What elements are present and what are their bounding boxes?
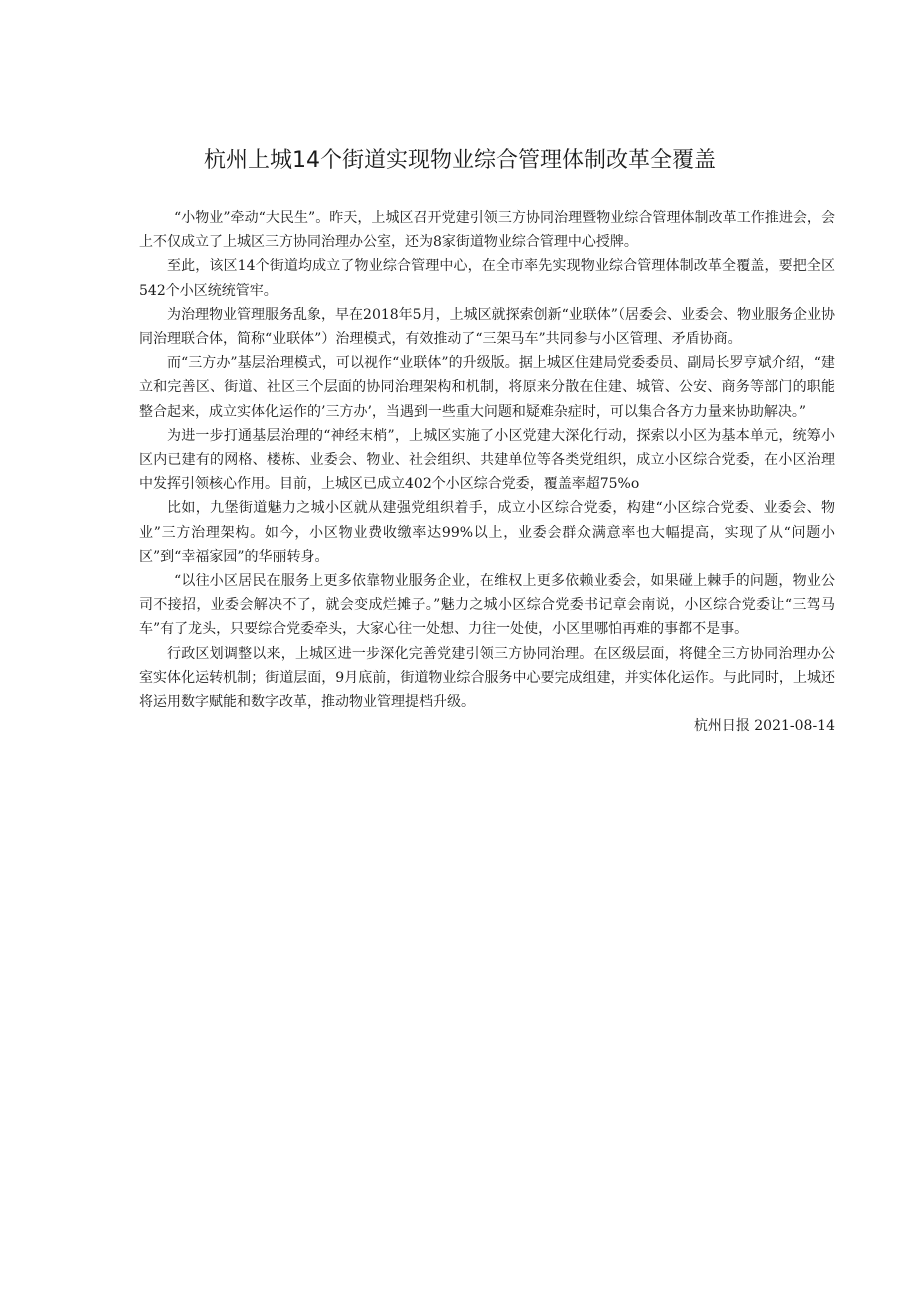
paragraph-3: 为治理物业管理服务乱象，早在2018年5月，上城区就探索创新“业联体”（居委会、业委会、物业服务企业协同治理联合体，简称“业联体”）治理模式，有效推动了“三架马车”共同参与小区管理、矛盾协商。 bbox=[139, 306, 835, 348]
paragraph-5: 为进一步打通基层治理的“神经末梢”，上城区实施了小区党建大深化行动，探索以小区为基本单元，统筹小区内已建有的网格、楼栋、业委会、物业、社会组织、共建单位等各类党组织，成立小区综合党委，在小区治理中发挥引领核心作用。目前，上城区已成立402个小区综合党委，覆盖率超75%o bbox=[139, 427, 835, 493]
paragraph-8: 行政区划调整以来，上城区进一步深化完善党建引领三方协同治理。在区级层面，将健全三方协同治理办公室实体化运转机制；街道层面，9月底前，街道物业综合服务中心要完成组建，并实体化运作。与此同时，上城还将运用数字赋能和数字改革，推动物业管理提档升级。 bbox=[139, 645, 835, 711]
article-source: 杭州日报 2021-08-14 bbox=[693, 718, 835, 735]
paragraph-6: 比如，九堡街道魅力之城小区就从建强党组织着手，成立小区综合党委，构建“小区综合党委、业委会、物业”三方治理架构。如今，小区物业费收缴率达99%以上，业委会群众满意率也大幅提高，实现了从“问题小区”到“幸福家园”的华丽转身。 bbox=[139, 500, 835, 565]
paragraph-1: “小物业”牵动“大民生”。昨天，上城区召开党建引领三方协同治理暨物业综合管理体制改革工作推进会，会上不仅成立了上城区三方协同治理办公室，还为8家街道物业综合管理中心授牌。 bbox=[139, 210, 835, 251]
paragraph-2: 至此，该区14个街道均成立了物业综合管理中心，在全市率先实现物业综合管理体制改革全覆盖，要把全区542个小区统统管牢。 bbox=[139, 258, 835, 299]
paragraph-4: 而“三方办”基层治理模式，可以视作“业联体”的升级版。据上城区住建局党委委员、副局长罗亨斌介绍，“建立和完善区、街道、社区三个层面的协同治理架构和机制，将原来分散在住建、城管、公安、商务等部门的职能整合起来，成立实体化运作的’三方办’，当遇到一些重大问题和疑难杂症时，可以集合各方力量来协助解决。” bbox=[139, 355, 835, 420]
article-title: 杭州上城14个街道实现物业综合管理体制改革全覆盖 bbox=[204, 148, 716, 173]
paragraph-7: “以往小区居民在服务上更多依靠物业服务企业，在维权上更多依赖业委会，如果碰上棘手的问题，物业公司不接招，业委会解决不了，就会变成烂摊子。”魅力之城小区综合党委书记章会南说，小区综合党委让“三驾马车”有了龙头，只要综合党委牵头，大家心往一处想、力往一处使，小区里哪怕再难的事都不是事。 bbox=[139, 573, 835, 638]
article-body bbox=[139, 206, 835, 738]
